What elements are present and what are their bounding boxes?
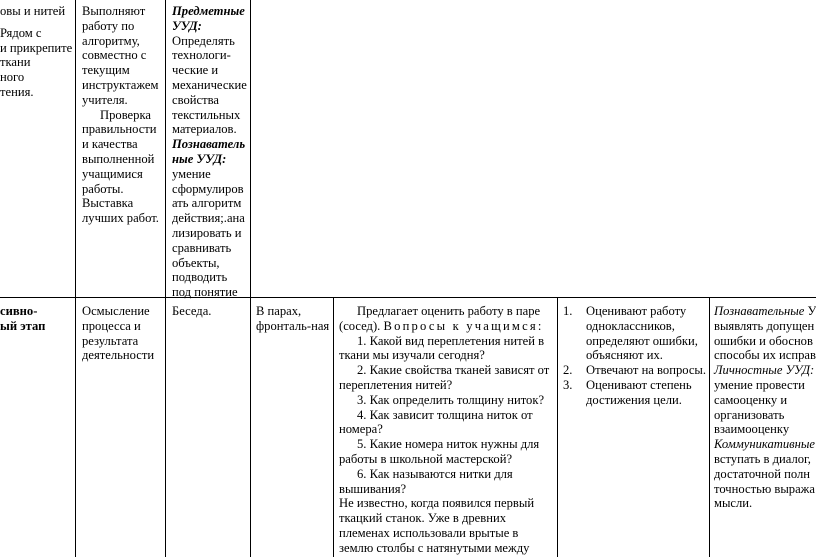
- text-line: самооценку и: [714, 392, 788, 407]
- text-line: Осмысление: [82, 304, 150, 318]
- text-line: совместно с: [82, 48, 147, 63]
- column-divider: [333, 297, 334, 557]
- question-line: ткани мы изучали сегодня?: [339, 348, 485, 363]
- subject-uud-title: Предметные: [172, 4, 245, 18]
- row2-goal-cell: [82, 304, 154, 363]
- column-divider: [250, 0, 251, 557]
- row2-uud-cell: [714, 304, 816, 511]
- text-line: ошибки и обоснов: [714, 333, 813, 348]
- row2-form-cell: [256, 304, 329, 334]
- text-line: определяют ошибки,: [586, 333, 698, 348]
- text-line: точностью выража: [714, 481, 815, 496]
- cognitive-uud-title: Познаватель: [172, 137, 246, 152]
- text-line: Рядом с: [0, 25, 42, 40]
- text-line: под понятие: [172, 285, 238, 300]
- row2-students-cell: [563, 304, 707, 424]
- question-line: 2. Какие свойства тканей зависят от: [357, 363, 550, 378]
- question-line: переплетения нитей?: [339, 377, 453, 392]
- text-line: ткани: [0, 55, 31, 70]
- row2-teacher-cell: [339, 304, 549, 556]
- list-number: 2.: [563, 363, 573, 377]
- personal-uud-label: Личностные УУД:: [714, 363, 815, 378]
- text-line: выполненной: [82, 151, 155, 166]
- text-line: Предлагает оценить работу в паре: [357, 304, 541, 318]
- text-line: овы и нитей: [0, 4, 66, 18]
- text-line: мысли.: [714, 496, 753, 511]
- text-line: действия;.ана: [172, 211, 245, 226]
- text-line: достижения цели.: [586, 392, 682, 407]
- text-line: механические: [172, 77, 247, 92]
- text-line: Выполняют: [82, 4, 146, 18]
- row-divider: [0, 297, 816, 298]
- row2-stage-cell: [0, 304, 45, 334]
- text-line: ать алгоритм: [172, 196, 242, 211]
- text-line: ческие и: [172, 63, 219, 78]
- text-line: взаимооценку: [714, 422, 790, 437]
- story-line: Не известно, когда появился первый: [339, 496, 535, 511]
- text-line: тения.: [0, 84, 34, 99]
- text-line: выявлять допущен: [714, 318, 815, 333]
- column-divider: [709, 297, 710, 557]
- text-line: технологи-: [172, 48, 231, 63]
- text-line: Оценивают степень: [586, 378, 692, 392]
- text-line: процесса и: [82, 318, 141, 333]
- question-line: работы в школьной мастерской?: [339, 451, 513, 466]
- text-line: свойства: [172, 92, 219, 107]
- text-line: сравнивать: [172, 240, 232, 255]
- text-line: вступать в диалог,: [714, 451, 811, 466]
- text-line: работу по: [82, 18, 135, 33]
- list-number: 1.: [563, 304, 573, 318]
- text-line: умение: [172, 166, 211, 181]
- text-line: организовать: [714, 407, 785, 422]
- question-line: 3. Как определить толщину ниток?: [357, 392, 545, 407]
- list-number: 3.: [563, 378, 573, 392]
- text-line: умение провести: [714, 377, 805, 392]
- text-line: сивно-: [0, 304, 38, 318]
- text-line: ый этап: [0, 318, 46, 333]
- text-line: результата: [82, 333, 139, 348]
- text-line: лизировать и: [172, 225, 242, 240]
- text-line: Проверка: [100, 107, 151, 122]
- text-line: Беседа.: [172, 304, 212, 318]
- story-line: ткацкий станок. Уже в древних: [339, 511, 506, 526]
- text-line: одноклассников,: [586, 318, 675, 333]
- text-line: алгоритму,: [82, 33, 140, 48]
- subject-uud-title: УУД:: [172, 18, 202, 33]
- text-line: В парах,: [256, 304, 302, 318]
- column-divider: [557, 297, 558, 557]
- text-span: (сосед).: [339, 318, 381, 333]
- text-line: Оценивают работу: [586, 304, 687, 318]
- text-line: Определять: [172, 33, 235, 48]
- question-line: 4. Как зависит толщина ниток от: [357, 407, 533, 422]
- text-line: [339, 319, 549, 334]
- text-line: [714, 304, 816, 319]
- column-divider: [75, 0, 76, 557]
- column-divider: [165, 0, 166, 557]
- question-line: вышивания?: [339, 481, 407, 496]
- text-line: инструктажем: [82, 77, 159, 92]
- text-line: текущим: [82, 63, 130, 78]
- text-line: ного: [0, 70, 25, 85]
- text-line: текстильных: [172, 107, 241, 122]
- text-line: сформулиров: [172, 181, 244, 196]
- text-line: учащимися: [82, 166, 143, 181]
- text-span: У: [807, 304, 816, 318]
- cognitive-uud-title: ные УУД:: [172, 151, 227, 166]
- text-line: достаточной полн: [714, 466, 810, 481]
- text-line: Отвечают на вопросы.: [586, 363, 707, 377]
- text-line: материалов.: [172, 122, 237, 137]
- question-line: номера?: [339, 422, 383, 437]
- question-line: 1. Какой вид переплетения нитей в: [357, 333, 545, 348]
- questions-heading: Вопросы к учащимся:: [383, 318, 544, 333]
- communicative-uud-label: Коммуникативные: [714, 437, 816, 452]
- text-line: способы их исправ: [714, 348, 816, 363]
- row2-method-cell: [172, 304, 211, 319]
- text-line: Выставка: [82, 196, 134, 211]
- text-line: [0, 19, 72, 26]
- story-line: землю столбы с натянутыми между: [339, 540, 530, 555]
- text-line: лучших работ.: [82, 211, 159, 226]
- row1-stage-cell: [0, 4, 72, 100]
- text-line: учителя.: [82, 92, 128, 107]
- text-line: объясняют их.: [586, 348, 663, 363]
- text-line: правильности: [82, 122, 157, 137]
- text-line: и качества: [82, 137, 138, 152]
- text-line: работы.: [82, 181, 124, 196]
- row1-uud-cell: [172, 4, 247, 300]
- row1-activity-cell: [82, 4, 159, 226]
- question-line: 5. Какие номера ниток нужны для: [357, 437, 540, 452]
- text-line: фронталь-ная: [256, 318, 330, 333]
- question-line: 6. Как называются нитки для: [357, 466, 513, 481]
- text-line: и прикрепите: [0, 40, 73, 55]
- text-line: подводить: [172, 270, 228, 285]
- text-line: деятельности: [82, 348, 155, 363]
- text-line: объекты,: [172, 255, 220, 270]
- cognitive-uud-label: Познавательные: [714, 304, 805, 318]
- story-line: племенах использовали врытые в: [339, 525, 519, 540]
